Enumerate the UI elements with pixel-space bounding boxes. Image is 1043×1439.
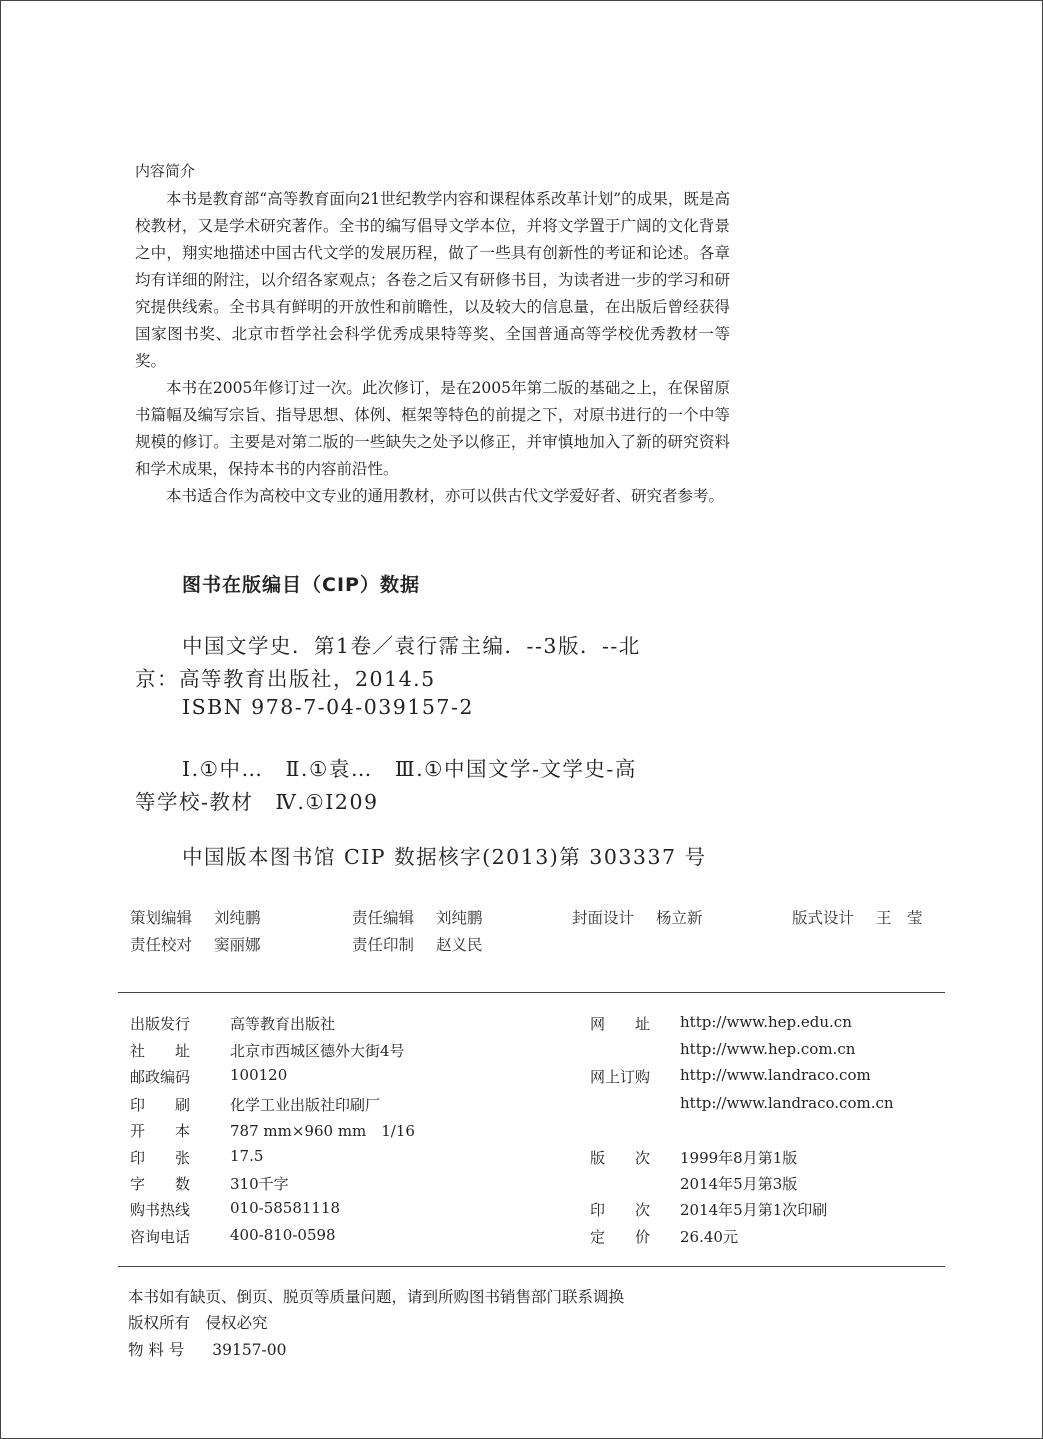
info-row: 字 数 310千字 bbox=[130, 1175, 289, 1193]
info-row: 购书热线 010-58581118 bbox=[130, 1199, 341, 1219]
info-row: 定 价 26.40元 bbox=[590, 1228, 738, 1246]
info-row: http://www.hep.com.cn bbox=[680, 1040, 856, 1058]
info-row: 印 次 2014年5月第1次印刷 bbox=[590, 1201, 828, 1219]
cip-isbn: ISBN 978-7-04-039157-2 bbox=[182, 695, 474, 719]
quality-notice: 本书如有缺页、倒页、脱页等质量问题，请到所购图书销售部门联系调换 bbox=[128, 1288, 625, 1306]
divider-top bbox=[118, 992, 945, 993]
intro-paragraph-3: 本书适合作为高校中文专业的通用教材，亦可以供古代文学爱好者、研究者参考。 bbox=[166, 487, 725, 505]
info-row: 邮政编码 100120 bbox=[130, 1066, 288, 1086]
credit-cover-design: 封面设计 杨立新 bbox=[572, 909, 703, 927]
copyright-notice: 版权所有 侵权必究 bbox=[128, 1314, 268, 1332]
info-row: 版 次 1999年8月第1版 bbox=[590, 1149, 798, 1167]
cip-title: 图书在版编目（CIP）数据 bbox=[182, 574, 420, 596]
cip-line-2: 京：高等教育出版社，2014.5 bbox=[135, 667, 436, 691]
credit-responsible-editor: 责任编辑 刘纯鹏 bbox=[352, 909, 483, 927]
intro-paragraph-2: 本书在2005年修订过一次。此次修订，是在2005年第二版的基础之上，在保留原书篇幅及编写宗旨、指导思想、体例、框架等特色的前提之下，对原书进行的一个中等规模的修订。主要是对第二版的一些缺失之处予以修正，并审慎地加入了新的研究资料和学术成果，保持本书的内容前沿性。 bbox=[135, 379, 730, 478]
info-row: 印 刷 化学工业出版社印刷厂 bbox=[130, 1096, 381, 1114]
info-row: 网 址 http://www.hep.edu.cn bbox=[590, 1013, 852, 1033]
credit-print-supervisor: 责任印制 赵义民 bbox=[352, 936, 483, 954]
intro-title: 内容简介 bbox=[135, 162, 196, 180]
credit-layout-design: 版式设计 王 莹 bbox=[792, 909, 923, 927]
cip-record-number: 中国版本图书馆 CIP 数据核字(2013)第 303337 号 bbox=[182, 845, 707, 869]
material-number-label: 物 料 号 bbox=[128, 1341, 185, 1359]
credit-proofreader: 责任校对 窦丽娜 bbox=[130, 936, 261, 954]
material-number bbox=[128, 1338, 287, 1360]
intro-body bbox=[135, 186, 730, 510]
material-number-value: 39157-00 bbox=[212, 1341, 287, 1359]
info-row: 出版发行 高等教育出版社 bbox=[130, 1015, 336, 1033]
info-row: 开 本 787 mm×960 mm 1/16 bbox=[130, 1122, 415, 1140]
info-row: 网上订购 http://www.landraco.com bbox=[590, 1066, 871, 1086]
info-row: http://www.landraco.com.cn bbox=[680, 1094, 894, 1112]
info-row: 2014年5月第3版 bbox=[680, 1175, 798, 1193]
cip-class-2: 等学校-教材 Ⅳ.①I209 bbox=[135, 790, 379, 814]
credit-planning-editor: 策划编辑 刘纯鹏 bbox=[130, 909, 261, 927]
intro-paragraph-1: 本书是教育部“高等教育面向21世纪教学内容和课程体系改革计划”的成果，既是高校教材，又是学术研究著作。全书的编写倡导文学本位，并将文学置于广阔的文化背景之中，翔实地描述中国古代文学的发展历程，做了一些具有创新性的考证和论述。各章均有详细的附注，以介绍各家观点；各卷之后又有研修书目，为读者进一步的学习和研究提供线索。全书具有鲜明的开放性和前瞻性，以及较大的信息量，在出版后曾经获得国家图书奖、北京市哲学社会科学优秀成果特等奖、全国普通高等学校优秀教材一等奖。 bbox=[135, 190, 730, 370]
cip-class-1: Ⅰ.①中… Ⅱ.①袁… Ⅲ.①中国文学-文学史-高 bbox=[182, 757, 637, 781]
info-row: 印 张 17.5 bbox=[130, 1147, 264, 1167]
cip-line-1: 中国文学史．第1卷／袁行霈主编．--3版．--北 bbox=[182, 634, 641, 658]
info-row: 咨询电话 400-810-0598 bbox=[130, 1226, 336, 1246]
divider-bottom bbox=[118, 1266, 945, 1267]
info-row: 社 址 北京市西城区德外大街4号 bbox=[130, 1042, 405, 1060]
